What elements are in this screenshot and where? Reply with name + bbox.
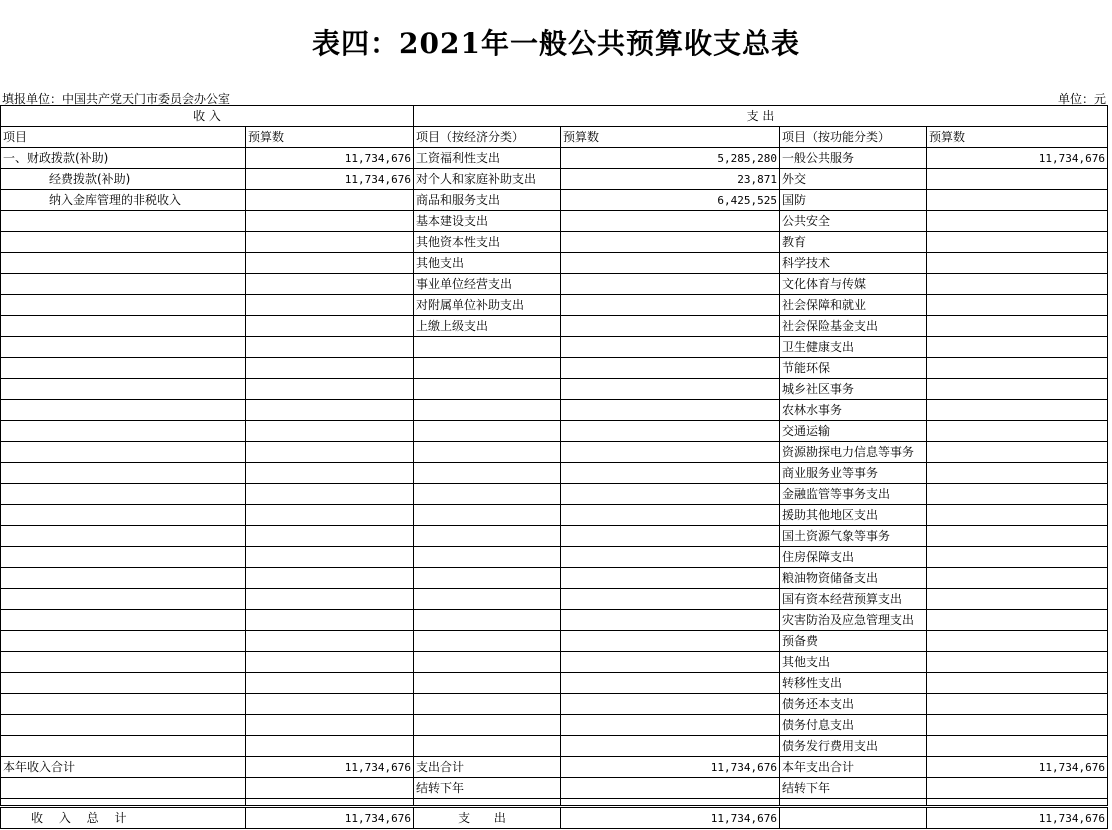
empty-cell [927,799,1108,807]
income-item [1,673,246,694]
econ-value [561,736,780,757]
func-item: 国有资本经营预算支出 [780,589,927,610]
econ-value [561,379,780,400]
income-value [246,442,414,463]
econ-item: 上缴上级支出 [414,316,561,337]
func-item: 交通运输 [780,421,927,442]
grand-expense-value: 11,734,676 [561,807,780,829]
income-value [246,274,414,295]
unit-label: 单位：元 [1057,92,1106,106]
income-value [246,379,414,400]
func-item: 外交 [780,169,927,190]
econ-item: 对附属单位补助支出 [414,295,561,316]
table-row [1,169,1108,190]
income-value [246,610,414,631]
func-item: 金融监管等事务支出 [780,484,927,505]
income-value [246,568,414,589]
func-value [927,463,1108,484]
econ-item: 基本建设支出 [414,211,561,232]
grand-total-row [1,807,1108,829]
econ-value [561,274,780,295]
econ-value [561,295,780,316]
econ-item [414,631,561,652]
empty-cell [246,778,414,799]
filler-unit: 填报单位：中国共产党天门市委员会办公室 [2,92,231,106]
table-row [1,694,1108,715]
func-item: 社会保障和就业 [780,295,927,316]
econ-value [561,673,780,694]
table-row [1,463,1108,484]
econ-item [414,589,561,610]
func-value [927,169,1108,190]
func-item: 转移性支出 [780,673,927,694]
income-value [246,463,414,484]
econ-item [414,736,561,757]
econ-item [414,379,561,400]
income-item [1,694,246,715]
totals-row [1,757,1108,778]
income-value [246,484,414,505]
table-row [1,589,1108,610]
income-item: 一、财政拨款(补助) [1,148,246,169]
econ-value [561,337,780,358]
econ-value [561,232,780,253]
econ-value [561,358,780,379]
econ-value [561,505,780,526]
income-value [246,505,414,526]
table-row [1,526,1108,547]
income-value [246,316,414,337]
income-header: 收 入 [1,106,414,127]
income-item [1,358,246,379]
func-item: 科学技术 [780,253,927,274]
grand-income-value: 11,734,676 [246,807,414,829]
econ-value: 6,425,525 [561,190,780,211]
econ-value [561,694,780,715]
econ-item: 事业单位经营支出 [414,274,561,295]
econ-value [561,547,780,568]
empty-cell [246,799,414,807]
econ-value: 23,871 [561,169,780,190]
table-row [1,253,1108,274]
income-item [1,568,246,589]
econ-item [414,652,561,673]
econ-item [414,337,561,358]
income-value [246,526,414,547]
table-row [1,442,1108,463]
econ-value [561,316,780,337]
table-row [1,631,1108,652]
empty-cell [561,799,780,807]
econ-item [414,442,561,463]
func-value [927,358,1108,379]
func-value [927,694,1108,715]
col-econ-header: 项目（按经济分类） [414,127,561,148]
table-row [1,400,1108,421]
table-row [1,652,1108,673]
income-value: 11,734,676 [246,148,414,169]
income-value [246,358,414,379]
income-value [246,421,414,442]
income-item [1,505,246,526]
func-value [927,715,1108,736]
table-row [1,148,1108,169]
table-row [1,484,1108,505]
col-item-header: 项目 [1,127,246,148]
func-value [927,253,1108,274]
grand-income-label: 收 入 总 计 [1,807,246,829]
func-value [927,589,1108,610]
func-value [927,337,1108,358]
empty-cell [927,778,1108,799]
func-value [927,547,1108,568]
header-row-2 [1,127,1108,148]
func-value [927,442,1108,463]
func-item: 城乡社区事务 [780,379,927,400]
table-row [1,358,1108,379]
econ-value [561,484,780,505]
income-item [1,736,246,757]
table-row [1,295,1108,316]
table-row [1,232,1108,253]
table-row [1,568,1108,589]
income-value [246,715,414,736]
func-value [927,190,1108,211]
empty-cell [414,799,561,807]
income-item [1,211,246,232]
income-item [1,610,246,631]
econ-item [414,400,561,421]
income-value [246,211,414,232]
income-item [1,442,246,463]
econ-item [414,673,561,694]
econ-value [561,400,780,421]
table-row [1,610,1108,631]
econ-value [561,526,780,547]
func-total-label: 本年支出合计 [780,757,927,778]
table-row [1,547,1108,568]
func-value [927,631,1108,652]
income-value [246,589,414,610]
econ-item [414,505,561,526]
income-item [1,463,246,484]
econ-value [561,442,780,463]
econ-item: 对个人和家庭补助支出 [414,169,561,190]
table-row [1,379,1108,400]
econ-item [414,526,561,547]
income-item [1,232,246,253]
func-item: 公共安全 [780,211,927,232]
income-item [1,316,246,337]
func-item: 其他支出 [780,652,927,673]
table-row [1,673,1108,694]
func-value [927,736,1108,757]
income-item [1,589,246,610]
income-item [1,484,246,505]
income-value [246,547,414,568]
econ-item [414,463,561,484]
econ-item [414,610,561,631]
income-item: 纳入金库管理的非税收入 [1,190,246,211]
econ-value [561,421,780,442]
func-item: 节能环保 [780,358,927,379]
func-item: 援助其他地区支出 [780,505,927,526]
table-row [1,316,1108,337]
func-item: 住房保障支出 [780,547,927,568]
func-value [927,295,1108,316]
func-item: 灾害防治及应急管理支出 [780,610,927,631]
func-item: 文化体育与传媒 [780,274,927,295]
table-row [1,421,1108,442]
income-value [246,400,414,421]
func-value [927,421,1108,442]
func-item: 农林水事务 [780,400,927,421]
income-value [246,673,414,694]
income-item [1,379,246,400]
func-value [927,484,1108,505]
econ-item [414,547,561,568]
econ-value [561,568,780,589]
func-value [927,610,1108,631]
income-item [1,337,246,358]
income-item [1,547,246,568]
func-total-value: 11,734,676 [927,757,1108,778]
econ-value [561,463,780,484]
econ-total-label: 支出合计 [414,757,561,778]
func-value [927,568,1108,589]
empty-cell [780,799,927,807]
income-value [246,631,414,652]
econ-item: 其他资本性支出 [414,232,561,253]
income-item [1,421,246,442]
func-item: 一般公共服务 [780,148,927,169]
table-row [1,274,1108,295]
econ-value: 5,285,280 [561,148,780,169]
income-value [246,295,414,316]
income-total-value: 11,734,676 [246,757,414,778]
table-row [1,505,1108,526]
income-item [1,715,246,736]
func-value [927,274,1108,295]
func-value [927,400,1108,421]
econ-item [414,421,561,442]
empty-cell [1,799,246,807]
income-value [246,190,414,211]
income-value: 11,734,676 [246,169,414,190]
econ-value [561,715,780,736]
econ-item [414,694,561,715]
grand-expense-label: 支 出 [414,807,561,829]
carry-row [1,778,1108,799]
econ-value [561,253,780,274]
budget-table [0,105,1108,829]
func-item: 资源勘探电力信息等事务 [780,442,927,463]
income-item [1,295,246,316]
func-item: 教育 [780,232,927,253]
func-item: 卫生健康支出 [780,337,927,358]
func-item: 社会保险基金支出 [780,316,927,337]
econ-item: 商品和服务支出 [414,190,561,211]
econ-item: 其他支出 [414,253,561,274]
page-title: 表四：2021年一般公共预算收支总表 [312,27,800,60]
func-item: 债务发行费用支出 [780,736,927,757]
grand-func-value: 11,734,676 [927,807,1108,829]
income-item: 经费拨款(补助) [1,169,246,190]
func-carry-label: 结转下年 [780,778,927,799]
func-item: 国防 [780,190,927,211]
func-value [927,505,1108,526]
income-total-label: 本年收入合计 [1,757,246,778]
func-value [927,316,1108,337]
empty-cell [1,778,246,799]
func-item: 粮油物资储备支出 [780,568,927,589]
func-item: 债务还本支出 [780,694,927,715]
func-value: 11,734,676 [927,148,1108,169]
income-item [1,631,246,652]
econ-item [414,358,561,379]
income-item [1,526,246,547]
econ-item [414,484,561,505]
func-value [927,211,1108,232]
econ-carry-label: 结转下年 [414,778,561,799]
econ-value [561,610,780,631]
income-item [1,652,246,673]
econ-value [561,211,780,232]
func-value [927,232,1108,253]
empty-cell [561,778,780,799]
econ-value [561,589,780,610]
table-row [1,715,1108,736]
func-value [927,379,1108,400]
econ-value [561,652,780,673]
econ-value [561,631,780,652]
income-value [246,337,414,358]
income-item [1,274,246,295]
func-item: 商业服务业等事务 [780,463,927,484]
income-value [246,694,414,715]
econ-item: 工资福利性支出 [414,148,561,169]
econ-item [414,568,561,589]
income-item [1,253,246,274]
income-value [246,253,414,274]
table-row [1,211,1108,232]
table-row [1,190,1108,211]
expense-header: 支 出 [414,106,1108,127]
table-row [1,736,1108,757]
income-value [246,736,414,757]
col-budget3-header: 预算数 [927,127,1108,148]
func-value [927,526,1108,547]
table-row [1,337,1108,358]
func-value [927,652,1108,673]
income-item [1,400,246,421]
func-item: 预备费 [780,631,927,652]
econ-item [414,715,561,736]
empty-cell [780,807,927,829]
income-value [246,232,414,253]
col-func-header: 项目（按功能分类） [780,127,927,148]
col-budget2-header: 预算数 [561,127,780,148]
header-row-1 [1,106,1108,127]
func-value [927,673,1108,694]
func-item: 国土资源气象等事务 [780,526,927,547]
income-value [246,652,414,673]
econ-total-value: 11,734,676 [561,757,780,778]
func-item: 债务付息支出 [780,715,927,736]
col-budget-header: 预算数 [246,127,414,148]
spacer-row [1,799,1108,807]
